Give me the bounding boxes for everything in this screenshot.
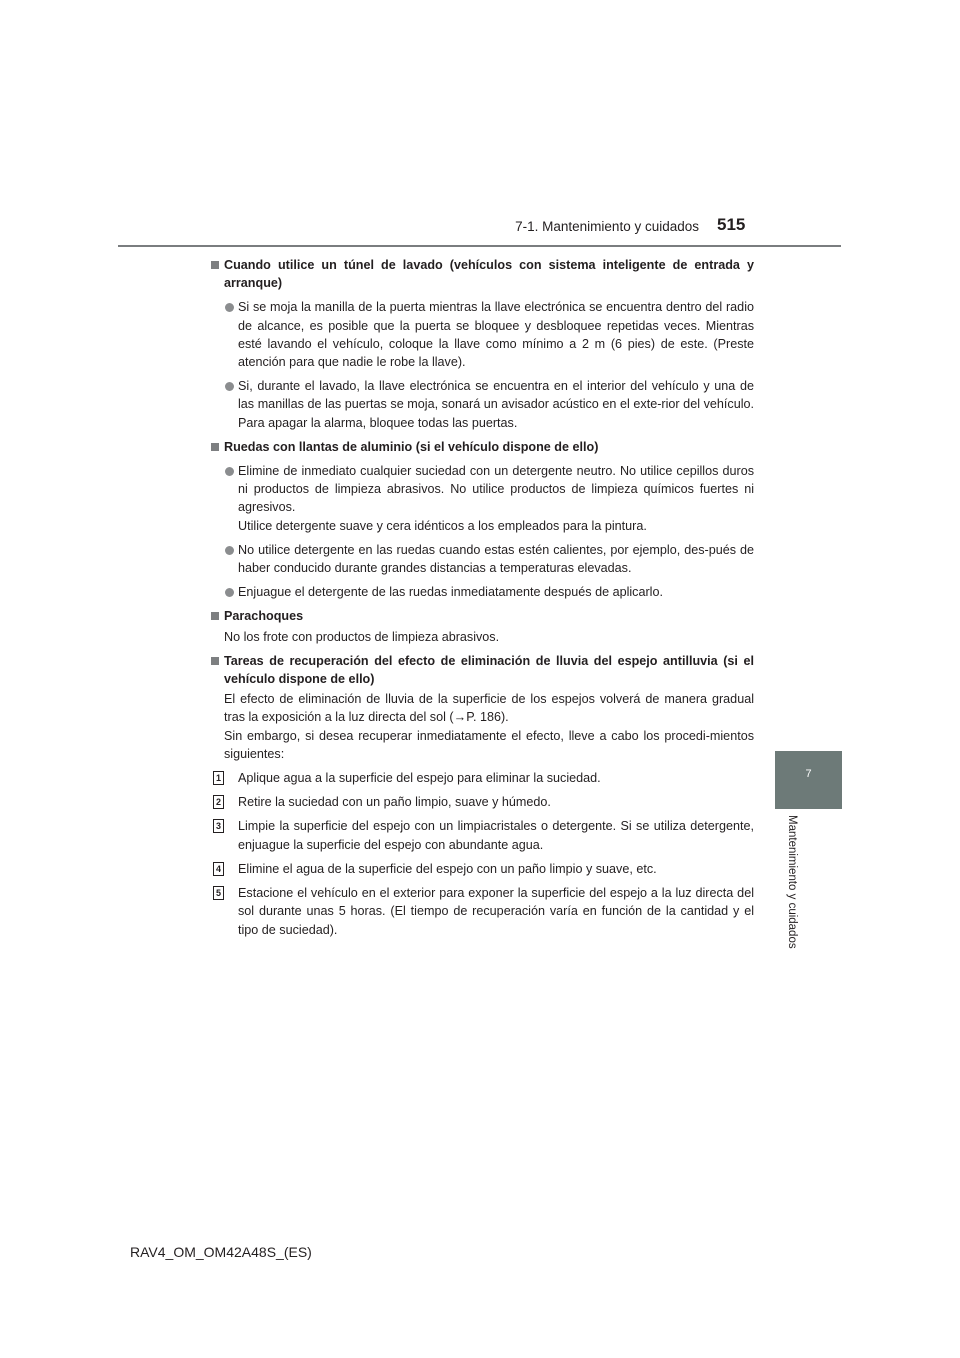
chapter-tab — [775, 751, 842, 809]
step-item — [211, 884, 754, 939]
step-number: 4 — [213, 862, 224, 876]
heading-text: Parachoques — [224, 609, 304, 624]
square-bullet-icon — [211, 612, 219, 620]
step-item — [211, 817, 754, 853]
circle-bullet-icon — [225, 588, 234, 597]
square-bullet-icon — [211, 657, 219, 665]
list-item-text: No utilice detergente en las ruedas cuando estas estén calientes, por ejemplo, des-pués de haber conducido durante grandes distancias a temperaturas elevadas. — [238, 542, 754, 576]
list-item — [211, 298, 754, 371]
section-heading — [211, 652, 754, 688]
paragraph — [211, 690, 754, 763]
section-heading — [211, 256, 754, 292]
circle-bullet-icon — [225, 382, 234, 391]
step-text: Estacione el vehículo en el exterior para exponer la superficie del espejo a la luz directa del sol durante unas 5 horas. (El tiempo de recuperación varía en función de la cantidad y el tipo de suciedad). — [238, 886, 754, 937]
list-item-text: Enjuague el detergente de las ruedas inmediatamente después de aplicarlo. — [238, 585, 663, 600]
heading-text: Ruedas con llantas de aluminio (si el vehículo dispone de ello) — [224, 439, 599, 454]
step-text: Elimine el agua de la superficie del espejo con un paño limpio y suave, etc. — [238, 861, 657, 876]
step-item — [211, 793, 754, 811]
document-code: RAV4_OM_OM42A48S_(ES) — [130, 1244, 312, 1260]
step-item — [211, 860, 754, 878]
circle-bullet-icon — [225, 467, 234, 476]
header-divider — [118, 245, 841, 247]
circle-bullet-icon — [225, 303, 234, 312]
page-content — [211, 256, 754, 945]
chapter-number: 7 — [805, 768, 812, 780]
list-item-text: Elimine de inmediato cualquier suciedad con un detergente neutro. No utilice cepillos duros ni productos de limpieza abrasivos. No utilice productos de limpieza químicos fuertes ni agresivos. — [238, 464, 754, 515]
square-bullet-icon — [211, 261, 219, 269]
page-number: 515 — [717, 215, 746, 234]
paragraph-text: El efecto de eliminación de lluvia de la superficie de los espejos volverá de manera gradual tras la exposición a la luz directa del sol (→P. 186). — [224, 692, 754, 725]
heading-text: Cuando utilice un túnel de lavado (vehículos con sistema inteligente de entrada y arranque) — [224, 258, 754, 291]
circle-bullet-icon — [225, 546, 234, 555]
step-text: Limpie la superficie del espejo con un limpiacristales o detergente. Si se utiliza detergente, enjuague la superficie del espejo con abundante agua. — [238, 819, 754, 852]
list-item — [211, 583, 754, 601]
step-number: 5 — [213, 886, 224, 900]
paragraph-text: Sin embargo, si desea recuperar inmediatamente el efecto, lleve a cabo los procedi-mientos siguientes: — [224, 728, 754, 761]
paragraph-text: No los frote con productos de limpieza abrasivos. — [224, 629, 500, 644]
section-title: 7-1. Mantenimiento y cuidados — [515, 219, 699, 234]
section-heading — [211, 438, 754, 456]
step-number: 1 — [213, 771, 224, 785]
chapter-label-text: Mantenimiento y cuidados — [786, 815, 798, 949]
list-item-text: Utilice detergente suave y cera idénticos a los empleados para la pintura. — [238, 518, 647, 533]
step-text: Aplique agua a la superficie del espejo para eliminar la suciedad. — [238, 771, 601, 786]
section-heading — [211, 607, 754, 625]
chapter-label — [770, 815, 814, 973]
step-text: Retire la suciedad con un paño limpio, suave y húmedo. — [238, 795, 551, 810]
step-item — [211, 769, 754, 787]
list-item — [211, 462, 754, 535]
list-item — [211, 377, 754, 432]
list-item-text: Si se moja la manilla de la puerta mientras la llave electrónica se encuentra dentro del radio de alcance, es posible que la puerta se bloquee y desbloquee repetidas veces. Mientras esté lavando el vehículo, coloque la llave como mínimo a 2 m (6 pies) de este. (Preste atención para que nadie le robe la llave). — [238, 300, 754, 370]
list-item — [211, 541, 754, 577]
list-item-text: Si, durante el lavado, la llave electrónica se encuentra en el interior del vehículo y una de las manillas de las puertas se moja, sonará un avisador acústico en el exte-rior del vehículo. Para apagar la alarma, bloquee todas las puertas. — [238, 379, 754, 430]
square-bullet-icon — [211, 443, 219, 451]
step-number: 2 — [213, 795, 224, 809]
paragraph — [211, 628, 754, 646]
step-number: 3 — [213, 819, 224, 833]
page-header — [0, 0, 960, 250]
heading-text: Tareas de recuperación del efecto de eliminación de lluvia del espejo antilluvia (si el vehículo dispone de ello) — [224, 653, 754, 687]
